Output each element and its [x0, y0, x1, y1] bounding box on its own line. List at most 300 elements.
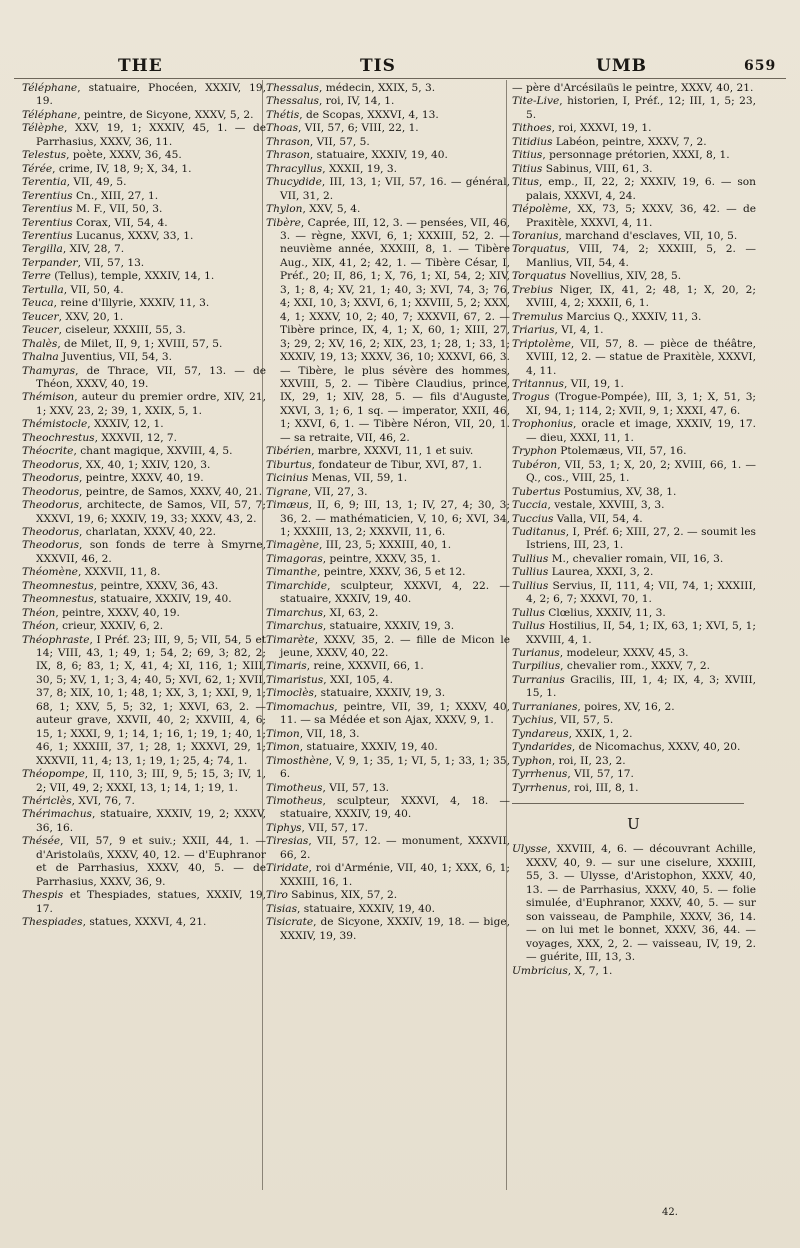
entry-term: Ticinius [266, 472, 309, 485]
index-entry [22, 190, 266, 203]
entry-references: , crime, IV, 18, 9; X, 34, 1. [52, 162, 192, 175]
entry-references: Menas, VII, 59, 1. [308, 472, 408, 485]
entry-references: , VI, 4, 1. [554, 324, 604, 337]
entry-term: Timarchus [266, 620, 323, 633]
index-entry [512, 741, 756, 754]
entry-term: Théocrite [22, 445, 74, 458]
entry-term: Tritannus [512, 377, 564, 390]
index-entry [512, 674, 756, 701]
section-u-entries [512, 843, 756, 978]
entry-references: , XXV, 5, 4. [302, 203, 361, 216]
index-entry [512, 378, 756, 391]
entry-term: Timarchus [266, 606, 323, 619]
entry-references: , XXXII, 19, 3. [322, 162, 398, 175]
entry-references: , VII, 53, 1; X, 20, 2; XVIII, 66, 1. — Q., cos., VIII, 25, 1. [526, 458, 756, 485]
entry-term: Tullius [512, 552, 549, 565]
index-entry [512, 284, 756, 311]
entry-references: , VII, 57, 13. [77, 256, 145, 269]
index-entry [22, 338, 266, 351]
entry-term: Tergilla [22, 243, 63, 256]
entry-references: , VII, 27, 3. [307, 485, 368, 498]
entry-references: , reine, XXXVII, 66, 1. [306, 660, 424, 673]
index-entry [22, 916, 266, 929]
index-entry [512, 203, 756, 230]
index-entry [22, 566, 266, 579]
index-entry [22, 284, 266, 297]
entry-references: , marchand d'esclaves, VII, 10, 5. [558, 229, 738, 242]
entry-references: , I, Préf. 6; XIII, 27, 2. — soumit les Istriens, III, 23, 1. [526, 525, 756, 552]
entry-term: Timarchide [266, 579, 328, 592]
entry-term: Trophonius [512, 418, 573, 431]
index-entry [266, 580, 510, 607]
entry-references: , poète, XXXV, 36, 45. [66, 149, 182, 162]
entry-references: (Trogue-Pompée), III, 3, 1; X, 51, 3; XI, 94, 1; 114, 2; XVII, 9, 1; XXXI, 47, 6. [526, 391, 756, 417]
index-entry [22, 82, 266, 109]
index-entry [266, 889, 510, 902]
entry-term: Tuccius [512, 512, 554, 525]
entry-references: , roi, IV, 14, 1. [319, 95, 395, 108]
entry-term: Tiphys [266, 821, 302, 834]
index-entry [22, 808, 266, 835]
entry-references: , III, 13, 1; VII, 57, 16. — général, VII, 31, 2. [280, 176, 510, 202]
entry-term: Tisias [266, 902, 298, 915]
index-entry [22, 835, 266, 889]
entry-term: Theodorus [22, 485, 80, 498]
index-entry [22, 620, 266, 633]
entry-references: , XX, 40, 1; XXIV, 120, 3. [79, 458, 211, 471]
index-entry [22, 526, 266, 539]
entry-references: , statuaire, XXXIV, 19, 3. [322, 620, 455, 633]
entry-references: , de Nicomachus, XXXV, 40, 20. [571, 741, 741, 754]
index-entry [266, 445, 510, 458]
entry-references: , chevalier rom., XXXV, 7, 2. [560, 660, 711, 673]
entry-references: , poires, XV, 16, 2. [577, 700, 675, 713]
entry-references: Niger, IX, 41, 2; 48, 1; X, 20, 2; XVIII, 4, 2; XXXII, 6, 1. [526, 283, 756, 310]
entry-references: , peintre, VII, 39, 1; XXXV, 40, 11. — sa Médée et son Ajax, XXXV, 9, 1. [280, 700, 510, 727]
entry-term: Thamyras [22, 364, 76, 377]
entry-term: Thespis [22, 889, 64, 902]
index-entry [22, 472, 266, 485]
index-entry [22, 486, 266, 499]
entry-references: , statuaire, XXXIV, 19, 40. [93, 593, 232, 606]
entry-term: Tubéron [512, 458, 558, 471]
entry-references: , sculpteur, XXXVI, 4, 18. — statuaire, XXXIV, 19, 40. [280, 795, 510, 821]
entry-references: Sabinus, XIX, 57, 2. [287, 889, 398, 902]
index-entry [22, 459, 266, 472]
index-entry [22, 351, 266, 364]
entry-references: , VIII, 74, 2; XXXIII, 5, 2. — Manlius, VII, 54, 4. [526, 243, 756, 269]
entry-term: Terentius [22, 189, 73, 202]
entry-term: Terentius [22, 216, 73, 229]
index-entry [266, 203, 510, 216]
index-entry [512, 782, 756, 795]
entry-references: Cn., XIII, 27, 1. [72, 189, 159, 202]
entry-references: , marbre, XXXVI, 11, 1 et suiv. [311, 445, 474, 458]
entry-references: , charlatan, XXXV, 40, 22. [79, 525, 216, 538]
index-entry [266, 566, 510, 579]
index-entry [266, 459, 510, 472]
entry-references: , roi, III, 8, 1. [567, 781, 639, 794]
entry-references: Clœlius, XXXIV, 11, 3. [544, 606, 666, 619]
entry-references: , fondateur de Tibur, XVI, 87, 1. [311, 458, 482, 471]
index-entry [512, 149, 756, 162]
index-entry [22, 149, 266, 162]
entry-term: Timarète [266, 633, 315, 646]
entry-term: Umbricius [512, 964, 568, 977]
signature-mark: 42. [662, 1207, 678, 1218]
entry-references: , VII, 57, 5. [309, 135, 370, 148]
entry-term: Timanthe [266, 566, 317, 579]
entry-references: , II, 110, 3; III, 9, 5; 15, 3; IV, 1, 2; VII, 49, 2; XXXI, 13, 1; 14, 1; 19, 1. [36, 768, 266, 794]
index-entry [266, 217, 510, 446]
entry-term: Thalna [22, 351, 59, 364]
index-entry [512, 486, 756, 499]
entry-references: M. F., VII, 50, 3. [72, 203, 163, 216]
entry-references: , XIV, 28, 7. [62, 243, 125, 256]
entry-references: Postumius, XV, 38, 1. [560, 485, 677, 498]
entry-term: Timon [266, 727, 300, 740]
entry-references: — père d'Arcésilaüs le peintre, XXXV, 40, 21. [512, 82, 754, 94]
index-entry [22, 391, 266, 418]
entry-term: Théon [22, 606, 56, 619]
entry-references: Novellius, XIV, 28, 5. [566, 270, 682, 283]
entry-term: Tullius [512, 579, 549, 592]
index-entry [22, 324, 266, 337]
entry-references: , XXXV, 35, 2. — fille de Micon le jeune, XXXV, 40, 22. [280, 633, 510, 660]
entry-term: Tullus [512, 620, 545, 633]
entry-term: Tubertus [512, 485, 561, 498]
entry-term: Thétis [266, 108, 300, 121]
entry-term: Typhon [512, 754, 552, 767]
entry-term: Timagoras [266, 552, 323, 565]
index-entry [266, 149, 510, 162]
entry-term: Thérimachus [22, 808, 92, 821]
entry-term: Triptolème [512, 337, 571, 350]
index-entry [266, 903, 510, 916]
entry-term: Timagène [266, 539, 319, 552]
entry-term: Tyndarides [512, 741, 572, 754]
entry-references: , peintre, XXXV, 36, 5 et 12. [317, 566, 466, 579]
index-entry [512, 122, 756, 135]
entry-references: , XX, 73, 5; XXXV, 36, 42. — de Praxitèle, XXXVI, 4, 11. [526, 203, 756, 229]
entry-references: , II, 6, 9; III, 13, 1; IV, 27, 4; 30, 3; 36, 2. — mathématicien, V, 10, 6; XVI, 34, 1; XXXIII, 13, 2; XXXVII, 11, 6. [280, 499, 510, 538]
index-column-3 [512, 82, 756, 1182]
entry-term: Trogus [512, 391, 550, 404]
entry-term: Thracyllus [266, 162, 323, 175]
entry-references: , VII, 18, 3. [299, 727, 360, 740]
entry-references: Gracilis, III, 1, 4; IX, 4, 3; XVIII, 15, 1. [526, 673, 756, 700]
entry-references: , chant magique, XXVIII, 4, 5. [73, 445, 233, 458]
entry-term: Titidius [512, 135, 553, 148]
entry-term: Theodorus [22, 499, 80, 512]
entry-references: , VII, 57, 13. [322, 781, 390, 794]
index-entry [512, 580, 756, 607]
entry-term: Theomnestus [22, 593, 94, 606]
entry-references: , VII, 57, 6; VIII, 22, 1. [298, 122, 419, 135]
entry-references: , XI, 63, 2. [322, 606, 379, 619]
index-entry [266, 486, 510, 499]
page-number: 659 [744, 58, 777, 74]
index-entry [22, 499, 266, 526]
entry-references: , VII, 50, 4. [63, 283, 124, 296]
entry-term: Theodorus [22, 458, 80, 471]
index-entry [22, 580, 266, 593]
entry-term: Turianus [512, 647, 560, 660]
entry-references: , roi, II, 23, 2. [551, 754, 626, 767]
index-entry [266, 539, 510, 552]
index-entry [22, 297, 266, 310]
entry-references: , statuaire, XXXIV, 19, 40. [297, 902, 436, 915]
entry-term: Timaristus [266, 673, 324, 686]
entry-term: Titus [512, 176, 539, 189]
entry-references: , statuaire, XXXIV, 19, 2; XXXV, 36, 16. [36, 808, 266, 834]
index-entry [512, 445, 756, 458]
entry-references: , VII, 57, 12. — monument, XXXVII, 66, 2. [280, 835, 510, 861]
index-entry [512, 755, 756, 768]
index-entry [22, 176, 266, 189]
entry-references: , reine d'Illyrie, XXXIV, 11, 3. [53, 297, 210, 310]
entry-term: Terpander [22, 256, 78, 269]
entry-references: , crieur, XXXIV, 6, 2. [55, 620, 164, 633]
entry-references: , son fonds de terre à Smyrne, XXXVII, 46, 2. [36, 539, 266, 565]
entry-term: Terentius [22, 203, 73, 216]
entry-references: , X, 7, 1. [567, 964, 613, 977]
entry-term: Théophraste [22, 633, 90, 646]
entry-references: , statuaire, XXXIV, 19, 40. [299, 741, 438, 754]
entry-references: , VII, 57, 17. [567, 768, 634, 781]
entry-term: Tisicrate [266, 916, 314, 929]
index-entry [512, 965, 756, 978]
entry-term: Thrason [266, 135, 310, 148]
entry-term: Thespiades [22, 916, 83, 929]
entry-term: Thucydide [266, 176, 322, 189]
entry-term: Tychius [512, 714, 554, 727]
entry-term: Tiro [266, 889, 288, 902]
entry-term: Thémison [22, 391, 75, 404]
index-entry [22, 365, 266, 392]
index-entry [22, 418, 266, 431]
entry-references: , peintre, XXXV, 40, 19. [55, 606, 180, 619]
entry-term: Teuca [22, 297, 54, 310]
running-head-left: THE [118, 56, 163, 76]
index-entry [512, 459, 756, 486]
entry-references: Hostilius, II, 54, 1; IX, 63, 1; XVI, 5, 1; XXVIII, 4, 1. [526, 620, 756, 646]
entry-references: Marcius Q., XXXIV, 11, 3. [562, 310, 702, 323]
index-entry [266, 728, 510, 741]
index-entry [22, 539, 266, 566]
entry-references: , statuaire, Phocéen, XXXIV, 19, 19. [36, 82, 266, 108]
entry-term: Theodorus [22, 539, 80, 552]
index-entry [22, 593, 266, 606]
entry-references: , de Thrace, VII, 57, 13. — de Théon, XXXV, 40, 19. [36, 364, 266, 390]
index-entry [22, 230, 266, 243]
entry-references: Labéon, peintre, XXXV, 7, 2. [552, 135, 707, 148]
entry-references: et Thespiades, statues, XXXIV, 19, 17. [36, 889, 266, 915]
entry-term: Timosthène [266, 754, 329, 767]
index-entry [266, 822, 510, 835]
header-rule [14, 78, 786, 79]
entry-term: Ulysse [512, 843, 548, 856]
index-column-1 [22, 82, 266, 1232]
entry-references: Ptolemæus, VII, 57, 16. [556, 445, 687, 458]
entry-references: , peintre, de Samos, XXXV, 40, 21. [79, 485, 263, 498]
index-entry [266, 701, 510, 728]
entry-term: Torquatus [512, 270, 567, 283]
entry-term: Tremulus [512, 310, 563, 323]
index-entry [22, 768, 266, 795]
entry-references: , VII, 19, 1. [564, 377, 624, 390]
entry-references: , XXXVII, 11, 8. [77, 566, 161, 579]
entry-term: Timomachus [266, 700, 335, 713]
entry-term: Torquatus [512, 243, 567, 256]
index-entry [266, 122, 510, 135]
entry-references: , peintre, XXXV, 36, 43. [93, 579, 219, 592]
entry-references: , I Préf. 23; III, 9, 5; VII, 54, 5 et 14; VIII, 43, 1; 49, 1; 54, 2; 69, 3; 82, 2; IX, 8, 6; 83, 1; X, 41, 4; XI, 116, 1; XIII, 30, 5; XV, 1, 1; 3, 4; 40, 5; XVI, 62, 1; XVII, 37, 8; XIX, 10, 1; 48, 1; XX, 3, 1; XXI, 9, 1; 68, 1; XXV, 5, 5; 32, 1; XXVI, 63, 2. — auteur grave, XXVII, 40, 2; XXVIII, 4, 6; 15, 1; XXXI, 9, 1; 14, 1; 16, 1; 19, 1; 40, 1; 46, 1; XXXIII, 37, 1; 28, 1; XXXVI, 29, 1; XXXVII, 11, 4; 13, 1; 19, 1; 25, 4; 74, 1. [36, 633, 266, 767]
entry-references: M., chevalier romain, VII, 16, 3. [548, 552, 724, 565]
entry-term: Tiburtus [266, 458, 312, 471]
index-entry [22, 889, 266, 916]
index-entry [512, 324, 756, 337]
entry-references: Laurea, XXXI, 3, 2. [548, 566, 654, 579]
section-rule [512, 803, 744, 804]
index-entry [512, 338, 756, 378]
entry-term: Thériclès [22, 795, 72, 808]
entry-references: , VII, 57, 5. [553, 714, 614, 727]
entry-term: Tryphon [512, 445, 557, 458]
entry-term: Tyrrhenus [512, 768, 568, 781]
running-head-center: TIS [360, 56, 396, 76]
section-letter-u: U [627, 815, 641, 834]
entry-term: Théomène [22, 566, 78, 579]
running-head-right: UMB [596, 56, 648, 76]
index-entry [512, 391, 756, 418]
entry-references: , modeleur, XXXV, 45, 3. [559, 647, 689, 660]
entry-term: Térée [22, 162, 53, 175]
index-entry [512, 768, 756, 781]
entry-references: , peintre, XXXV, 40, 19. [79, 472, 204, 485]
entry-term: Tibère [266, 216, 301, 229]
index-entry [22, 109, 266, 122]
entry-references: , XXIX, 1, 2. [568, 727, 633, 740]
index-entry [266, 163, 510, 176]
entry-term: Thémistocle [22, 418, 88, 431]
index-entry [22, 203, 266, 216]
index-entry [266, 176, 510, 203]
index-entry [266, 782, 510, 795]
entry-references: , statuaire, XXXIV, 19, 3. [313, 687, 446, 700]
entry-term: Tibérien [266, 445, 312, 458]
index-entry [266, 741, 510, 754]
entry-references: , VII, 49, 5. [66, 176, 127, 189]
index-entry [512, 311, 756, 324]
entry-references: , peintre, de Sicyone, XXXV, 5, 2. [77, 108, 254, 121]
entry-term: Tiresias [266, 835, 309, 848]
index-entry [512, 230, 756, 243]
entry-references: , XVI, 76, 7. [71, 795, 135, 808]
entry-references: , de Sicyone, XXXIV, 19, 18. — bige, XXXIV, 19, 39. [280, 916, 510, 942]
index-entry [266, 82, 510, 95]
entry-references: Corax, VII, 54, 4. [72, 216, 168, 229]
entry-term: Titius [512, 162, 543, 175]
entry-term: Thalès [22, 337, 58, 350]
entry-references: , III, 23, 5; XXXIII, 40, 1. [318, 539, 452, 552]
index-entry [512, 566, 756, 579]
index-entry [512, 499, 756, 512]
entry-term: Turpilius [512, 660, 561, 673]
entry-references: , Caprée, III, 12, 3. — pensées, VII, 46, 3. — règne, XXVI, 6, 1; XXXIII, 52, 2. — neuvième année, XXXIII, 8, 1. — Tibère Aug., XIX, 41, 2; 42, 1. — Tibère César, I, Préf., 20; II, 86, 1; X, 76, 1; XI, 54, 2; XIV, 3, 1; 8, 4; XV, 21, 1; 40, 3; XVI, 74, 3; 76, 4; XXI, 10, 3; XXVI, 6, 1; XXVIII, 5, 2; XXX, 4, 1; XXXV, 10, 2; 40, 7; XXXVII, 67, 2. — Tibère prince, IX, 4, 1; X, 60, 1; XIII, 27, 3; 29, 2; XV, 16, 2; XIX, 23, 1; 28, 1; 33, 1; XXXIV, 19, 13; XXXV, 36, 10; XXXVI, 66, 3. — Tibère, le plus sévère des hommes, XXVIII, 5, 2. — Tibère Claudius, prince, IX, 29, 1; XIV, 28, 5. — fils d'Auguste, XXVI, 3, 1; 6, 1 sq. — imperator, XXII, 46, 1; XXVI, 6, 1. — Tibère Néron, VII, 20, 1. — sa retraite, VII, 46, 2. [280, 216, 510, 444]
entry-references: , de Scopas, XXXVI, 4, 13. [299, 108, 439, 121]
index-entry [266, 136, 510, 149]
column-3-entries [512, 82, 756, 795]
index-entry [512, 526, 756, 553]
entry-term: Telestus [22, 149, 67, 162]
index-entry [266, 634, 510, 661]
entry-references: , de Milet, II, 9, 1; XVIII, 57, 5. [57, 337, 223, 350]
entry-term: Télèphe [22, 122, 65, 135]
index-entry [22, 607, 266, 620]
entry-references: , sculpteur, XXXVI, 4, 22. — statuaire, XXXIV, 19, 40. [280, 579, 510, 606]
entry-term: Teucer [22, 324, 59, 337]
index-entry [512, 270, 756, 283]
index-entry [266, 916, 510, 943]
index-entry [22, 634, 266, 769]
index-entry [22, 122, 266, 149]
entry-references: , XXV, 20, 1. [58, 310, 124, 323]
index-entry [22, 445, 266, 458]
index-entry [266, 862, 510, 889]
entry-term: Timotheus [266, 781, 323, 794]
entry-term: Triarius [512, 324, 555, 337]
index-entry [512, 418, 756, 445]
index-entry [512, 660, 756, 673]
entry-term: Titius [512, 149, 543, 162]
entry-references: , VII, 57, 8. — pièce de théâtre, XVIII, 12, 2. — statue de Praxitèle, XXXVI, 4, 11. [526, 337, 756, 377]
index-entry [512, 620, 756, 647]
index-entry [512, 728, 756, 741]
entry-term: Thésée [22, 835, 61, 848]
index-entry [22, 257, 266, 270]
entry-term: Terre [22, 270, 51, 283]
index-entry [266, 109, 510, 122]
entry-references: , roi, XXXVI, 19, 1. [551, 122, 652, 135]
index-entry [22, 163, 266, 176]
index-entry [266, 472, 510, 485]
index-entry [266, 687, 510, 700]
entry-term: Tlépolème [512, 203, 568, 216]
entry-term: Theodorus [22, 472, 80, 485]
entry-term: Thessalus [266, 82, 319, 94]
entry-references: , personnage prétorien, XXXI, 8, 1. [542, 149, 730, 162]
entry-references: Servius, II, 111, 4; VII, 74, 1; XXXIII, 4, 2; 6, 7; XXXVI, 70, 1. [526, 579, 756, 606]
index-entry [22, 217, 266, 230]
index-entry [266, 755, 510, 782]
index-entry [22, 795, 266, 808]
entry-references: , XXXIV, 12, 1. [87, 418, 164, 431]
index-entry [512, 243, 756, 270]
entry-references: Juventius, VII, 54, 3. [58, 351, 172, 364]
index-entry [22, 243, 266, 256]
entry-term: Terentius [22, 229, 73, 242]
index-entry [512, 176, 756, 203]
entry-term: Timæus [266, 499, 309, 512]
entry-references: , V, 9, 1; 35, 1; VI, 5, 1; 33, 1; 35, 6. [280, 754, 510, 781]
entry-term: Timoclès [266, 687, 314, 700]
entry-references: , VII, 57, 17. [301, 821, 369, 834]
index-entry [266, 835, 510, 862]
entry-references: , statuaire, XXXIV, 19, 40. [309, 149, 448, 162]
entry-references: (Tellus), temple, XXXIV, 14, 1. [50, 270, 215, 283]
entry-references: , roi d'Arménie, VII, 40, 1; XXX, 6, 1; XXXIII, 16, 1. [280, 862, 510, 888]
